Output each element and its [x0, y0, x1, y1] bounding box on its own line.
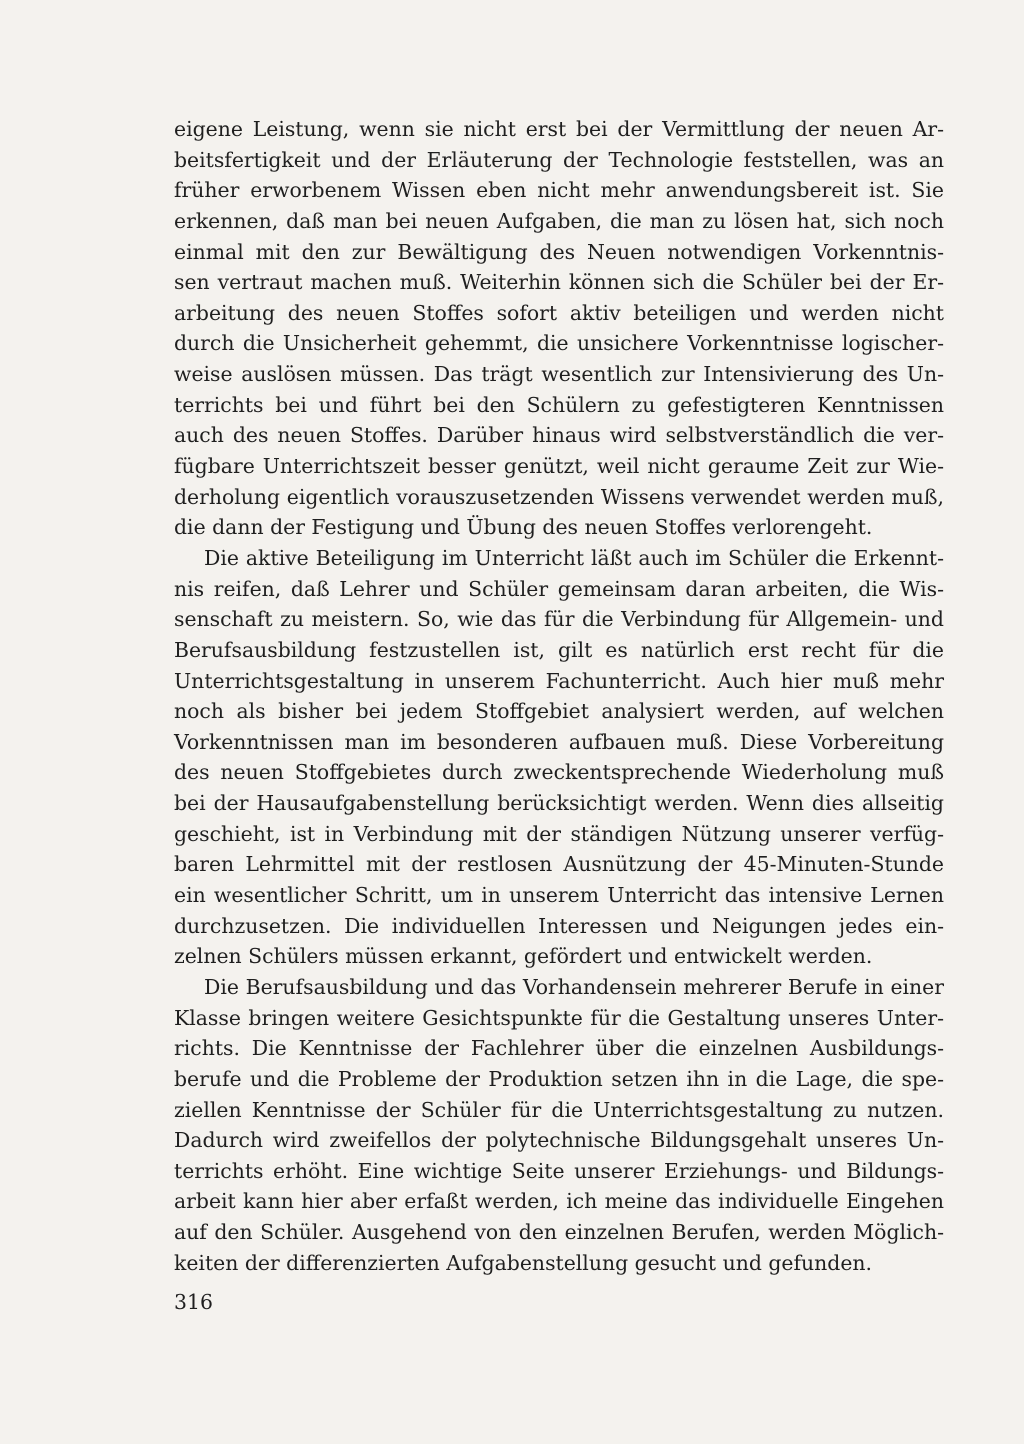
- text-line: Dadurch wird zweifellos der polytechnische Bildungsgehalt unseres Un-: [174, 1128, 944, 1153]
- text-line: Die Berufsausbildung und das Vorhandensein mehrerer Berufe in einer: [204, 974, 944, 999]
- text-line: durch die Unsicherheit gehemmt, die unsichere Vorkenntnisse logischer-: [174, 331, 944, 356]
- text-line: Die aktive Beteiligung im Unterricht läßt auch im Schüler die Erkennt-: [204, 545, 944, 570]
- text-line: baren Lehrmittel mit der restlosen Ausnützung der 45-Minuten-Stunde: [174, 852, 944, 877]
- text-line: Klasse bringen weitere Gesichtspunkte für die Gestaltung unseres Unter-: [174, 1005, 944, 1030]
- text-line: einmal mit den zur Bewältigung des Neuen notwendigen Vorkenntnis-: [174, 239, 944, 264]
- text-line: senschaft zu meistern. So, wie das für die Verbindung für Allgemein- und: [174, 607, 944, 632]
- text-line: beitsfertigkeit und der Erläuterung der Technologie feststellen, was an: [174, 147, 944, 172]
- text-line: ein wesentlicher Schritt, um in unserem Unterricht das intensive Lernen: [174, 883, 944, 908]
- page-number: 316: [174, 1290, 213, 1314]
- text-line: Vorkenntnissen man im besonderen aufbauen muß. Diese Vorbereitung: [174, 729, 944, 754]
- page-body: [174, 114, 944, 1278]
- text-line: richts. Die Kenntnisse der Fachlehrer über die einzelnen Ausbildungs-: [174, 1036, 944, 1061]
- text-line: derholung eigentlich vorauszusetzenden Wissens verwendet werden muß,: [174, 484, 944, 509]
- text-line: eigene Leistung, wenn sie nicht erst bei der Vermittlung der neuen Ar-: [174, 117, 944, 141]
- text-line: auf den Schüler. Ausgehend von den einzelnen Berufen, werden Möglich-: [174, 1220, 944, 1245]
- text-line: die dann der Festigung und Übung des neuen Stoffes verlorengeht.: [174, 515, 873, 540]
- text-line: ziellen Kenntnisse der Schüler für die Unterrichtsgestaltung zu nutzen.: [174, 1097, 944, 1122]
- text-line: geschieht, ist in Verbindung mit der ständigen Nützung unserer verfüg-: [174, 821, 944, 846]
- paragraph-1: [174, 114, 944, 543]
- text-line: früher erworbenem Wissen eben nicht mehr anwendungsbereit ist. Sie: [174, 178, 944, 203]
- text-line: zelnen Schülers müssen erkannt, gefördert und entwickelt werden.: [174, 944, 873, 969]
- text-line: terrichts erhöht. Eine wichtige Seite unserer Erziehungs- und Bildungs-: [174, 1158, 944, 1183]
- text-line: noch als bisher bei jedem Stoffgebiet analysiert werden, auf welchen: [174, 699, 944, 724]
- text-line: auch des neuen Stoffes. Darüber hinaus wird selbstverständlich die ver-: [174, 423, 944, 448]
- text-line: des neuen Stoffgebietes durch zweckentsprechende Wiederholung muß: [174, 760, 944, 785]
- text-line: Unterrichtsgestaltung in unserem Fachunterricht. Auch hier muß mehr: [174, 668, 944, 693]
- paragraph-2: [174, 543, 944, 972]
- text-line: terrichts bei und führt bei den Schülern zu gefestigteren Kenntnissen: [174, 392, 944, 417]
- text-line: durchzusetzen. Die individuellen Interessen und Neigungen jedes ein-: [174, 913, 944, 938]
- text-line: arbeitung des neuen Stoffes sofort aktiv beteiligen und werden nicht: [174, 300, 944, 325]
- paragraph-3: [174, 972, 944, 1278]
- text-line: fügbare Unterrichtszeit besser genützt, weil nicht geraume Zeit zur Wie-: [174, 454, 944, 479]
- text-line: arbeit kann hier aber erfaßt werden, ich meine das individuelle Eingehen: [174, 1189, 944, 1214]
- text-line: nis reifen, daß Lehrer und Schüler gemeinsam daran arbeiten, die Wis-: [174, 576, 944, 601]
- text-line: bei der Hausaufgabenstellung berücksichtigt werden. Wenn dies allseitig: [174, 791, 944, 816]
- text-line: weise auslösen müssen. Das trägt wesentlich zur Intensivierung des Un-: [174, 362, 944, 387]
- text-line: berufe und die Probleme der Produktion setzen ihn in die Lage, die spe-: [174, 1066, 944, 1091]
- text-line: Berufsausbildung festzustellen ist, gilt es natürlich erst recht für die: [174, 637, 944, 662]
- text-line: keiten der differenzierten Aufgabenstellung gesucht und gefunden.: [174, 1250, 873, 1275]
- text-line: erkennen, daß man bei neuen Aufgaben, die man zu lösen hat, sich noch: [174, 208, 944, 233]
- text-line: sen vertraut machen muß. Weiterhin können sich die Schüler bei der Er-: [174, 270, 944, 295]
